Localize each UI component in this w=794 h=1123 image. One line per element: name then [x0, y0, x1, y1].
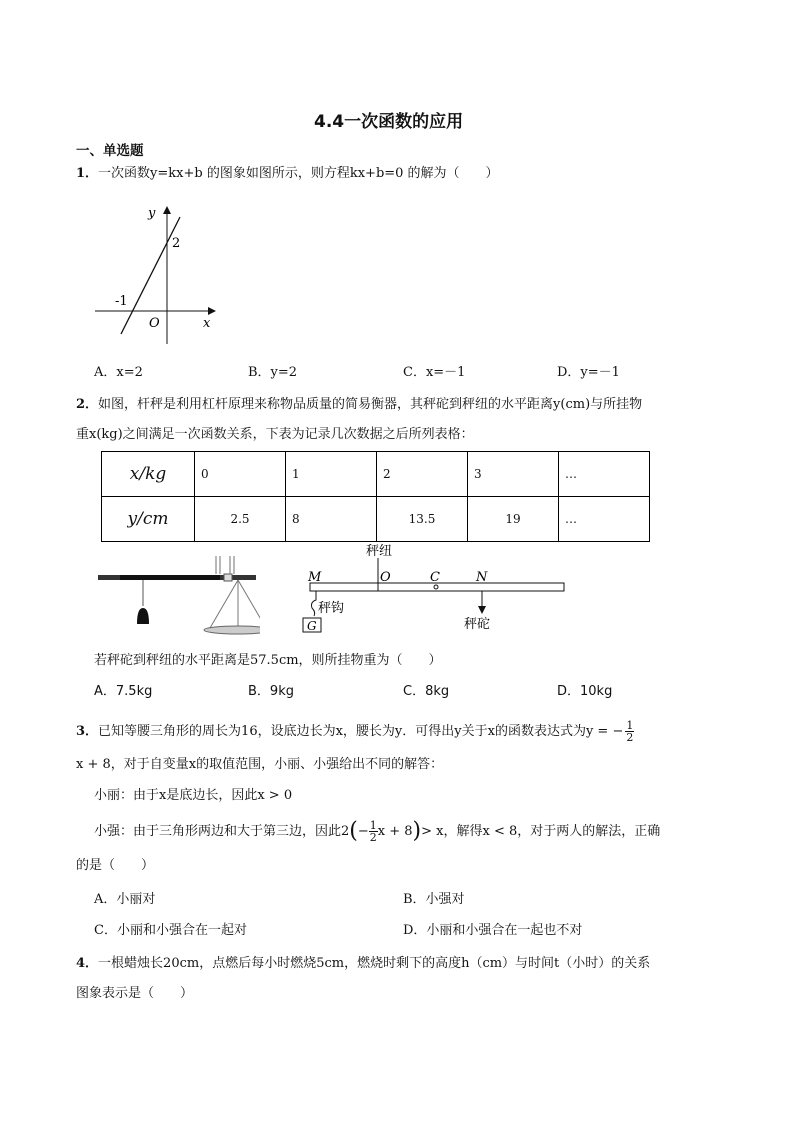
question-1: [76, 164, 499, 184]
y-axis-label: y: [148, 206, 156, 221]
option-a: A．小丽对: [94, 892, 156, 907]
y-axis-arrow: [163, 206, 171, 214]
option-d: D．y=－1: [557, 365, 620, 380]
origin-label: O: [149, 316, 160, 331]
label-c: C: [430, 570, 440, 585]
question-2: [76, 395, 642, 415]
table-row: [102, 452, 650, 497]
question-3-line2: x + 8，对于自变量x的取值范围，小丽、小强给出不同的解答：: [76, 757, 444, 772]
question-text-line1: 如图，杆秤是利用杠杆原理来称物品质量的简易衡器，其秤砣到秤纽的水平距离y(cm)与所挂物: [98, 397, 643, 412]
question-4: [76, 954, 650, 974]
paren-open: (: [349, 818, 358, 844]
xiaoqiang-text-b: > x，解得x < 8，对于两人的解法，正确: [421, 824, 661, 839]
label-o: O: [380, 570, 391, 585]
beam-fitting: [224, 574, 232, 581]
table-cell: 1: [286, 452, 377, 497]
fraction: [625, 720, 634, 743]
paren-close: ): [412, 818, 422, 844]
question-2-line2: 重x(kg)之间满足一次函数关系，下表为记录几次数据之后所列表格：: [76, 427, 474, 442]
steelyard-photo: [98, 556, 260, 638]
section-heading: 一、单选题: [76, 143, 144, 159]
label-niu: 秤纽: [366, 544, 393, 559]
label-weight: 秤砣: [464, 617, 491, 632]
option-b: B．小强对: [403, 892, 465, 907]
fraction-numerator: 1: [626, 719, 634, 732]
option-b: B．9kg: [248, 684, 294, 699]
table-cell: 0: [195, 452, 286, 497]
option-c: C．x=－1: [403, 365, 466, 380]
label-m: M: [308, 570, 322, 585]
xiaoqiang-text-a: 小强：由于三角形两边和大于第三边，因此2: [94, 824, 350, 839]
table-cell: 2: [377, 452, 468, 497]
x-intercept-label: -1: [115, 294, 128, 309]
table-cell: 2.5: [195, 497, 286, 542]
beam-dark: [120, 575, 220, 580]
option-d: D．10kg: [557, 684, 613, 699]
table-cell: …: [559, 497, 650, 542]
pan-string: [210, 580, 238, 628]
steelyard-diagram: [298, 540, 568, 640]
xiaoli-answer: 小丽：由于x是底边长，因此x > 0: [94, 788, 293, 803]
question-text-line1: 一根蜡烛长20cm，点燃后每小时燃烧5cm，燃烧时剩下的高度h（cm）与时间t（小时）的关系: [98, 956, 651, 971]
question-3-end: 的是（ ）: [76, 858, 155, 873]
option-d: D．小丽和小强合在一起也不对: [403, 923, 583, 938]
x-axis-arrow: [208, 307, 216, 315]
x-axis-label: x: [203, 316, 211, 331]
weight-icon: [137, 608, 149, 624]
question-2-prompt: 若秤砣到秤纽的水平距离是57.5cm，则所挂物重为（ ）: [94, 653, 442, 668]
option-b: B．y=2: [248, 365, 298, 380]
y-intercept-label: 2: [172, 236, 181, 251]
question-text-line1: 已知等腰三角形的周长为16，设底边长为x，腰长为y．可得出y关于x的函数表达式为y = −: [98, 724, 624, 739]
question-number: 2．: [76, 397, 99, 412]
table-row: [102, 497, 650, 542]
q1-linear-graph: [92, 200, 222, 350]
question-number: 3．: [76, 724, 99, 739]
pan: [204, 626, 260, 634]
option-c: C．小丽和小强合在一起对: [94, 923, 247, 938]
fraction: [369, 820, 378, 843]
page-title: 4.4一次函数的应用: [314, 112, 464, 132]
question-3: [76, 720, 634, 743]
option-a: A．7.5kg: [94, 684, 153, 699]
hanging-strings: [216, 556, 234, 574]
point-c: [434, 585, 438, 589]
hook-icon: [312, 591, 317, 616]
fraction-denominator: 2: [369, 831, 377, 844]
label-g: G: [307, 619, 317, 633]
question-number: 4．: [76, 956, 99, 971]
table-cell: 3: [468, 452, 559, 497]
table-cell: 19: [468, 497, 559, 542]
label-hook: 秤钩: [318, 601, 345, 616]
question-number: 1．: [76, 166, 99, 181]
fraction-numerator: 1: [369, 819, 377, 832]
table-cell: …: [559, 452, 650, 497]
table-header-x: x/kg: [102, 452, 195, 497]
question-4-line2: 图象表示是（ ）: [76, 986, 194, 1001]
table-cell: 13.5: [377, 497, 468, 542]
data-table: [101, 451, 650, 542]
table-cell: 8: [286, 497, 377, 542]
option-c: C．8kg: [403, 684, 450, 699]
paren-minus: −: [357, 824, 369, 839]
paren-inner: x + 8: [377, 824, 413, 839]
weight-arrow: [478, 606, 486, 614]
question-text: 一次函数y=kx+b 的图象如图所示，则方程kx+b=0 的解为（ ）: [98, 166, 499, 181]
pan-string: [238, 580, 260, 628]
fraction-denominator: 2: [626, 731, 634, 744]
option-a: A．x=2: [94, 365, 143, 380]
table-header-y: y/cm: [102, 497, 195, 542]
xiaoqiang-answer: [94, 820, 660, 843]
label-n: N: [476, 570, 488, 585]
